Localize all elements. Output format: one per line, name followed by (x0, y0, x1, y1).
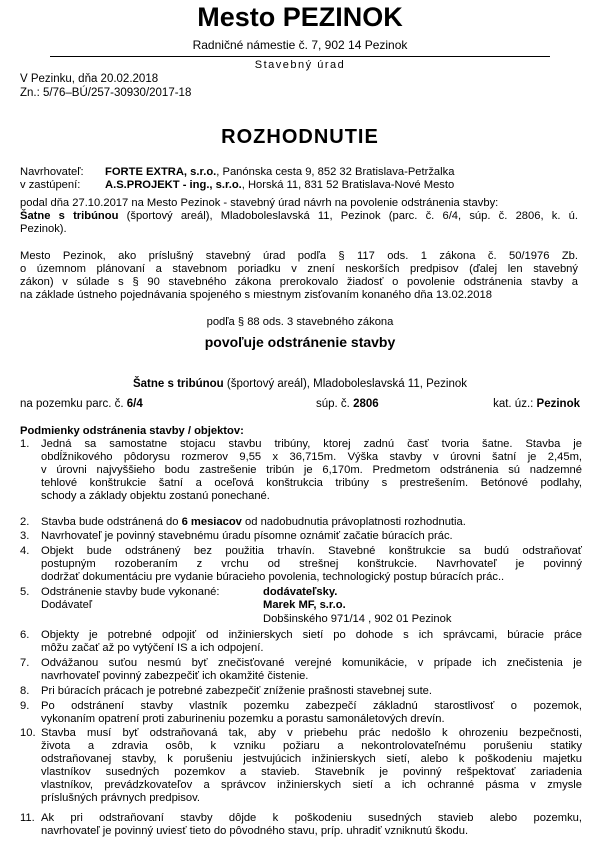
legal-basis: podľa § 88 ods. 3 stavebného zákona (206, 316, 394, 328)
condition-line: Stavba bude odstránená do (41, 516, 182, 528)
condition-line: Jedná sa samostatne stojacu stavbu tribúny, ktorej zadnú časť tvoria šatne. Stavba je (41, 438, 582, 450)
body-line: zákon) v súlade s § 90 stavebného zákona prerokovalo žiadosť o povolenie odstránenia stavby a (20, 276, 578, 288)
condition-line: schody a základy objektu zostanú ponechané. (41, 490, 270, 502)
condition-text (41, 516, 582, 529)
condition-text (41, 700, 582, 726)
condition-line: v úrovni najvyššieho bodu zastrešenie tribún je 6,170m. Predmetom odstránenia sú nadzemné (41, 464, 582, 476)
parcel-value: 6/4 (126, 398, 143, 410)
condition-number: 5. (20, 586, 30, 598)
sup-value: 2806 (353, 398, 379, 410)
condition-number: 10. (20, 727, 36, 739)
parcel-label: na pozemku parc. č. (20, 398, 127, 410)
condition-line: môžu začať až po vytýčení IS a ich odpojení. (41, 642, 264, 654)
contractor-address: Dobšinského 971/14 , 902 01 Pezinok (263, 613, 452, 625)
condition-number: 3. (20, 530, 30, 542)
condition-line: života a zdravia osôb, k vzniku požiaru a nekontrolovateľnému porušeniu statiky (41, 740, 582, 752)
condition-line: Pri búracích prácach je potrebné zabezpečiť zníženie prašnosti stavebnej sute. (41, 685, 433, 697)
condition-line: odstraňovanej stavby, k porušeniu jestvujúcich inžinierskych sietí, alebo k poškodeniu majetku (41, 753, 582, 765)
parcel-number (20, 398, 143, 411)
deadline-value: 6 mesiacov (181, 516, 242, 528)
condition-number: 7. (20, 657, 30, 669)
city-title: Mesto PEZINOK (197, 2, 403, 32)
condition-number: 8. (20, 685, 30, 697)
condition-line: vykonaním opatrení proti zaburineniu pozemku a porastu samonáletových drevín. (41, 713, 445, 725)
cadastral-label: kat. úz.: (493, 398, 537, 410)
execution-label: Odstránenie stavby bude vykonané: (41, 586, 220, 598)
representative-row (20, 179, 580, 192)
applicant-label: Navrhovateľ: (20, 166, 84, 178)
object-title: Šatne s tribúnou (132, 378, 224, 390)
condition-line: Navrhovateľ je povinný stavebnému úradu písomne oznámiť začatie búracích prác. (41, 530, 453, 542)
cadastral-value: Pezinok (536, 398, 580, 410)
condition-line: navrhovateľ povinný zabezpečiť ich okamžité čistenie. (41, 670, 309, 682)
intro-line: podal dňa 27.10.2017 na Mesto Pezinok - stavebný úrad návrh na povolenie odstránenia stavby: (20, 197, 499, 209)
condition-line: Stavba musí byť odstraňovaná tak, aby v priebehu prác nedošlo k ohrozeniu bezpečnosti, (41, 727, 582, 739)
body-paragraph (20, 250, 578, 302)
contractor-label: Dodávateľ (41, 599, 93, 611)
condition-text (41, 438, 582, 503)
condition-number: 6. (20, 629, 30, 641)
document-heading: ROZHODNUTIE (221, 126, 379, 148)
condition-text (41, 657, 582, 683)
place-date: V Pezinku, dňa 20.02.2018 (20, 73, 159, 85)
condition-line: od nadobudnutia právoplatnosti rozhodnutia. (241, 516, 466, 528)
applicant-name: FORTE EXTRA, s.r.o. (105, 166, 217, 178)
reference-number: Zn.: 5/76–BÚ/257-30930/2017-18 (20, 87, 192, 99)
sup-label: súp. č. (316, 398, 354, 410)
condition-line: Objekty je potrebné odpojiť od inžinierskych sietí po dohode s ich správcami, búracie práce (41, 629, 582, 641)
condition-line: tehlové konštrukcie šatní a oceľová konštrukcia tribúny s prestrešením. Betónové podlahy, (41, 477, 582, 489)
condition-line: navrhovateľ je povinný uviesť tieto do pôvodného stavu, príp. uhradiť vzniknutú škodu. (41, 825, 469, 837)
representative-label: v zastúpení: (20, 179, 81, 191)
condition-number: 2. (20, 516, 30, 528)
object-name (0, 378, 600, 391)
condition-text (41, 685, 582, 698)
object-location: (športový areál), Mladoboleslavská 11, Pezinok (223, 378, 468, 390)
cadastral-area (493, 398, 580, 411)
condition-number: 4. (20, 545, 30, 557)
condition-number: 11. (20, 812, 35, 824)
condition-text (41, 629, 582, 655)
condition-line: vlastníkov susedných pozemkov a stavieb. Stavebník je povinný rešpektovať zariadenia (41, 766, 582, 778)
condition-text (41, 545, 582, 584)
intro-line-rest: (športový areál), Mladoboleslavská 11, Pezinok (parc. č. 6/4, súp. č. 2806, k. ú. (118, 210, 578, 222)
condition-line: dodržať dokumentáciu pre vydanie búracieho povolenia, technologický postup búracích prác.. (41, 571, 505, 583)
condition-line: postupným rozoberaním z vrchu od strešnej konštrukcie. Navrhovateľ je povinný (41, 558, 582, 570)
body-line: Mesto Pezinok, ako príslušný stavebný úrad podľa § 117 ods. 1 zákona č. 50/1976 Zb. (20, 250, 578, 262)
condition-line: Ak pri odstraňovaní stavby dôjde k poškodeniu susedných stavieb alebo pozemku, (41, 812, 582, 824)
condition-line: vlastníkov, prevádzkovateľov a správcov inžinierskych sietí a ich ochranné pásma v zmysle (41, 779, 582, 791)
intro-paragraph (20, 197, 578, 236)
condition-text (41, 812, 582, 838)
condition-line: Objekt bude odstránený bez použitia trhavín. Stavebné konštrukcie sa budú odstraňovať (41, 545, 582, 557)
contractor-name: Marek MF, s.r.o. (263, 599, 346, 611)
condition-line: Po odstránení stavby vlastník pozemku zabezpečí základnú starostlivosť o pozemok, (41, 700, 582, 712)
sup-number (316, 398, 379, 411)
representative-name: A.S.PROJEKT - ing., s.r.o. (105, 179, 242, 191)
intro-line (20, 210, 578, 223)
applicant-address: , Panónska cesta 9, 852 32 Bratislava-Petržalka (216, 166, 455, 178)
intro-line: Pezinok). (20, 223, 67, 235)
applicant-row (20, 166, 580, 179)
header-divider (50, 56, 550, 57)
condition-number: 9. (20, 700, 30, 712)
building-name: Šatne s tribúnou (20, 210, 119, 222)
office-name: Stavebný úrad (254, 59, 346, 71)
parcel-row (20, 398, 580, 412)
body-line: o územnom plánovaní a stavebnom poriadku v znení neskorších predpisov (ďalej len stavebný (20, 263, 578, 275)
condition-line: obdĺžnikového pôdorysu rozmerov 9,55 x 36,715m. Výška stavby v úrovni šatní je 2,45m, (41, 451, 582, 463)
representative-address: , Horská 11, 831 52 Bratislava-Nové Mesto (241, 179, 455, 191)
condition-number: 1. (20, 438, 30, 450)
city-address: Radničné námestie č. 7, 902 14 Pezinok (192, 38, 408, 52)
condition-line: Odvážanou suťou nesmú byť znečisťované verejné komunikácie, v prípade ich znečistenia je (41, 657, 582, 669)
execution-method: dodávateľsky. (263, 586, 338, 598)
condition-text (41, 530, 582, 543)
condition-line: príslušných právnych predpisov. (41, 792, 200, 804)
verdict: povoľuje odstránenie stavby (204, 334, 396, 350)
body-line: na základe ústneho pojednávania spojeného s miestnym zisťovaním konaného dňa 13.02.2018 (20, 289, 492, 301)
conditions-title: Podmienky odstránenia stavby / objektov: (20, 425, 244, 437)
condition-text (41, 727, 582, 805)
